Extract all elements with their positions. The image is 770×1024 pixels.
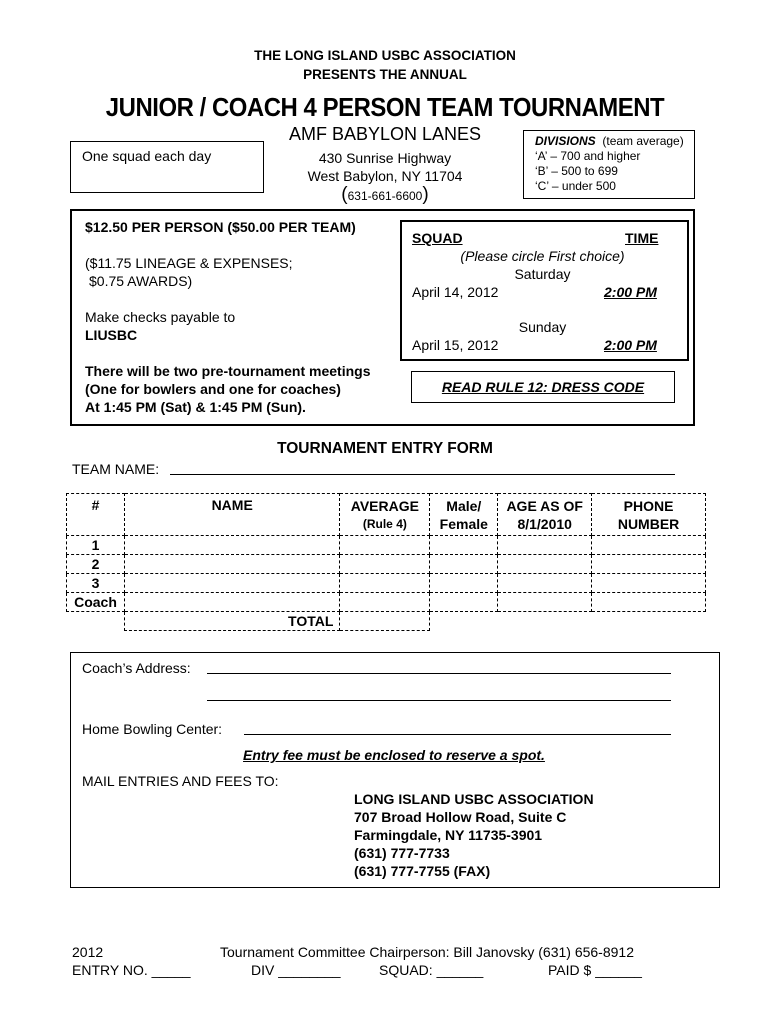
mail-line-5: (631) 777-7755 (FAX) xyxy=(354,863,491,879)
header-num: # xyxy=(67,494,125,536)
squad-time-2[interactable]: 2:00 PM xyxy=(604,337,657,353)
squad-time-1[interactable]: 2:00 PM xyxy=(604,284,657,300)
meeting-line-2: (One for bowlers and one for coaches) xyxy=(85,381,341,397)
footer-div[interactable]: DIV ________ xyxy=(251,962,341,978)
footer-paid[interactable]: PAID $ ______ xyxy=(548,962,642,978)
venue-name: AMF BABYLON LANES xyxy=(288,124,482,144)
venue-city: West Babylon, NY 11704 xyxy=(307,168,463,184)
name-cell[interactable] xyxy=(124,536,339,555)
squad-col-label: SQUAD xyxy=(412,230,463,246)
phone-cell[interactable] xyxy=(592,593,706,612)
age-cell[interactable] xyxy=(498,536,592,555)
mail-address xyxy=(354,790,594,880)
name-cell[interactable] xyxy=(124,593,339,612)
mail-line-3: Farmingdale, NY 11735-3901 xyxy=(354,827,543,843)
sex-cell[interactable] xyxy=(430,574,498,593)
venue-street: 430 Sunrise Highway xyxy=(318,150,452,166)
venue-phone-open: ( xyxy=(341,184,348,205)
fee-breakdown-2: $0.75 AWARDS) xyxy=(89,273,193,289)
team-name-field[interactable] xyxy=(170,474,675,475)
squad-day-1: Saturday xyxy=(514,266,571,282)
header-average-sub: (Rule 4) xyxy=(362,517,407,531)
header-phone xyxy=(592,494,706,536)
home-center-label: Home Bowling Center: xyxy=(82,721,223,737)
venue-phone-close: ) xyxy=(422,184,429,205)
page-title: JUNIOR / COACH 4 PERSON TEAM TOURNAMENT xyxy=(105,92,665,122)
mail-label: MAIL ENTRIES AND FEES TO: xyxy=(82,773,279,789)
phone-cell[interactable] xyxy=(592,555,706,574)
row-label: 3 xyxy=(67,574,125,593)
footer-squad[interactable]: SQUAD: ______ xyxy=(379,962,484,978)
divisions-note: (team average) xyxy=(602,134,684,148)
divisions-box xyxy=(523,130,695,199)
footer-year: 2012 xyxy=(72,944,104,960)
coach-address-field-2[interactable] xyxy=(207,700,671,701)
entry-table xyxy=(66,493,706,631)
header-sex xyxy=(430,494,498,536)
average-cell[interactable] xyxy=(340,593,430,612)
payable-line-1: Make checks payable to xyxy=(85,309,236,325)
header-average-label: AVERAGE xyxy=(350,498,419,514)
fee-breakdown-1: ($11.75 LINEAGE & EXPENSES; xyxy=(85,255,293,271)
coach-address-field-1[interactable] xyxy=(207,673,671,674)
mail-line-1: LONG ISLAND USBC ASSOCIATION xyxy=(354,791,594,807)
division-b: ‘B’ – 500 to 699 xyxy=(535,164,618,178)
header-age-2: 8/1/2010 xyxy=(517,516,572,532)
entry-form-title: TOURNAMENT ENTRY FORM xyxy=(277,440,493,457)
sex-cell[interactable] xyxy=(430,593,498,612)
divisions-label: DIVISIONS xyxy=(535,134,596,148)
row-label: 1 xyxy=(67,536,125,555)
name-cell[interactable] xyxy=(124,574,339,593)
time-col-label: TIME xyxy=(625,230,659,246)
row-label: 2 xyxy=(67,555,125,574)
header-age xyxy=(498,494,592,536)
divisions-heading xyxy=(535,134,684,149)
total-empty xyxy=(592,612,706,631)
table-row xyxy=(67,574,706,593)
total-spacer xyxy=(67,612,125,631)
sex-cell[interactable] xyxy=(430,536,498,555)
squad-day-2: Sunday xyxy=(518,319,567,335)
payable-line-2: LIUSBC xyxy=(85,327,138,343)
age-cell[interactable] xyxy=(498,593,592,612)
footer-entry-no[interactable]: ENTRY NO. _____ xyxy=(72,962,191,978)
team-name-label: TEAM NAME: xyxy=(72,461,160,477)
division-c: ‘C’ – under 500 xyxy=(535,179,616,193)
total-row xyxy=(67,612,706,631)
total-empty xyxy=(498,612,592,631)
squad-note-box xyxy=(70,141,264,193)
squad-instruction: (Please circle First choice) xyxy=(460,248,625,264)
average-cell[interactable] xyxy=(340,536,430,555)
squad-date-2: April 15, 2012 xyxy=(412,337,499,353)
table-row xyxy=(67,593,706,612)
mail-line-2: 707 Broad Hollow Road, Suite C xyxy=(354,809,567,825)
venue-phone-line xyxy=(265,184,505,206)
total-label: TOTAL xyxy=(124,612,339,631)
name-cell[interactable] xyxy=(124,555,339,574)
phone-cell[interactable] xyxy=(592,574,706,593)
header-sex-1: Male/ xyxy=(446,498,482,514)
footer-chair: Tournament Committee Chairperson: Bill Janovsky (631) 656-8912 xyxy=(220,944,634,960)
fee-per-person: $12.50 PER PERSON ($50.00 PER TEAM) xyxy=(85,219,356,235)
entry-fee-note: Entry fee must be enclosed to reserve a spot. xyxy=(243,747,545,763)
header-line-2: PRESENTS THE ANNUAL xyxy=(303,67,467,82)
table-header-row xyxy=(67,494,706,536)
average-cell[interactable] xyxy=(340,574,430,593)
age-cell[interactable] xyxy=(498,574,592,593)
squad-note: One squad each day xyxy=(82,148,212,164)
dress-code-box xyxy=(411,371,675,403)
mail-line-4: (631) 777-7733 xyxy=(354,845,450,861)
header-average xyxy=(340,494,430,536)
total-cell[interactable] xyxy=(340,612,430,631)
header-phone-1: PHONE xyxy=(623,498,674,514)
meeting-line-3: At 1:45 PM (Sat) & 1:45 PM (Sun). xyxy=(85,399,306,415)
coach-address-label: Coach’s Address: xyxy=(82,660,191,676)
squad-date-1: April 14, 2012 xyxy=(412,284,499,300)
sex-cell[interactable] xyxy=(430,555,498,574)
table-row xyxy=(67,536,706,555)
header-line-1: THE LONG ISLAND USBC ASSOCIATION xyxy=(254,48,516,63)
division-a: ‘A’ – 700 and higher xyxy=(535,149,641,163)
dress-code-note: READ RULE 12: DRESS CODE xyxy=(441,379,645,395)
table-row xyxy=(67,555,706,574)
header-name: NAME xyxy=(124,494,339,536)
total-empty xyxy=(430,612,498,631)
meeting-line-1: There will be two pre-tournament meetings xyxy=(85,363,371,379)
header-phone-2: NUMBER xyxy=(617,516,680,532)
home-center-field[interactable] xyxy=(244,734,671,735)
venue-phone: 631-661-6600 xyxy=(347,189,423,203)
age-cell[interactable] xyxy=(498,555,592,574)
header-sex-2: Female xyxy=(439,516,488,532)
average-cell[interactable] xyxy=(340,555,430,574)
header-age-1: AGE AS OF xyxy=(506,498,583,514)
phone-cell[interactable] xyxy=(592,536,706,555)
row-label: Coach xyxy=(67,593,125,612)
